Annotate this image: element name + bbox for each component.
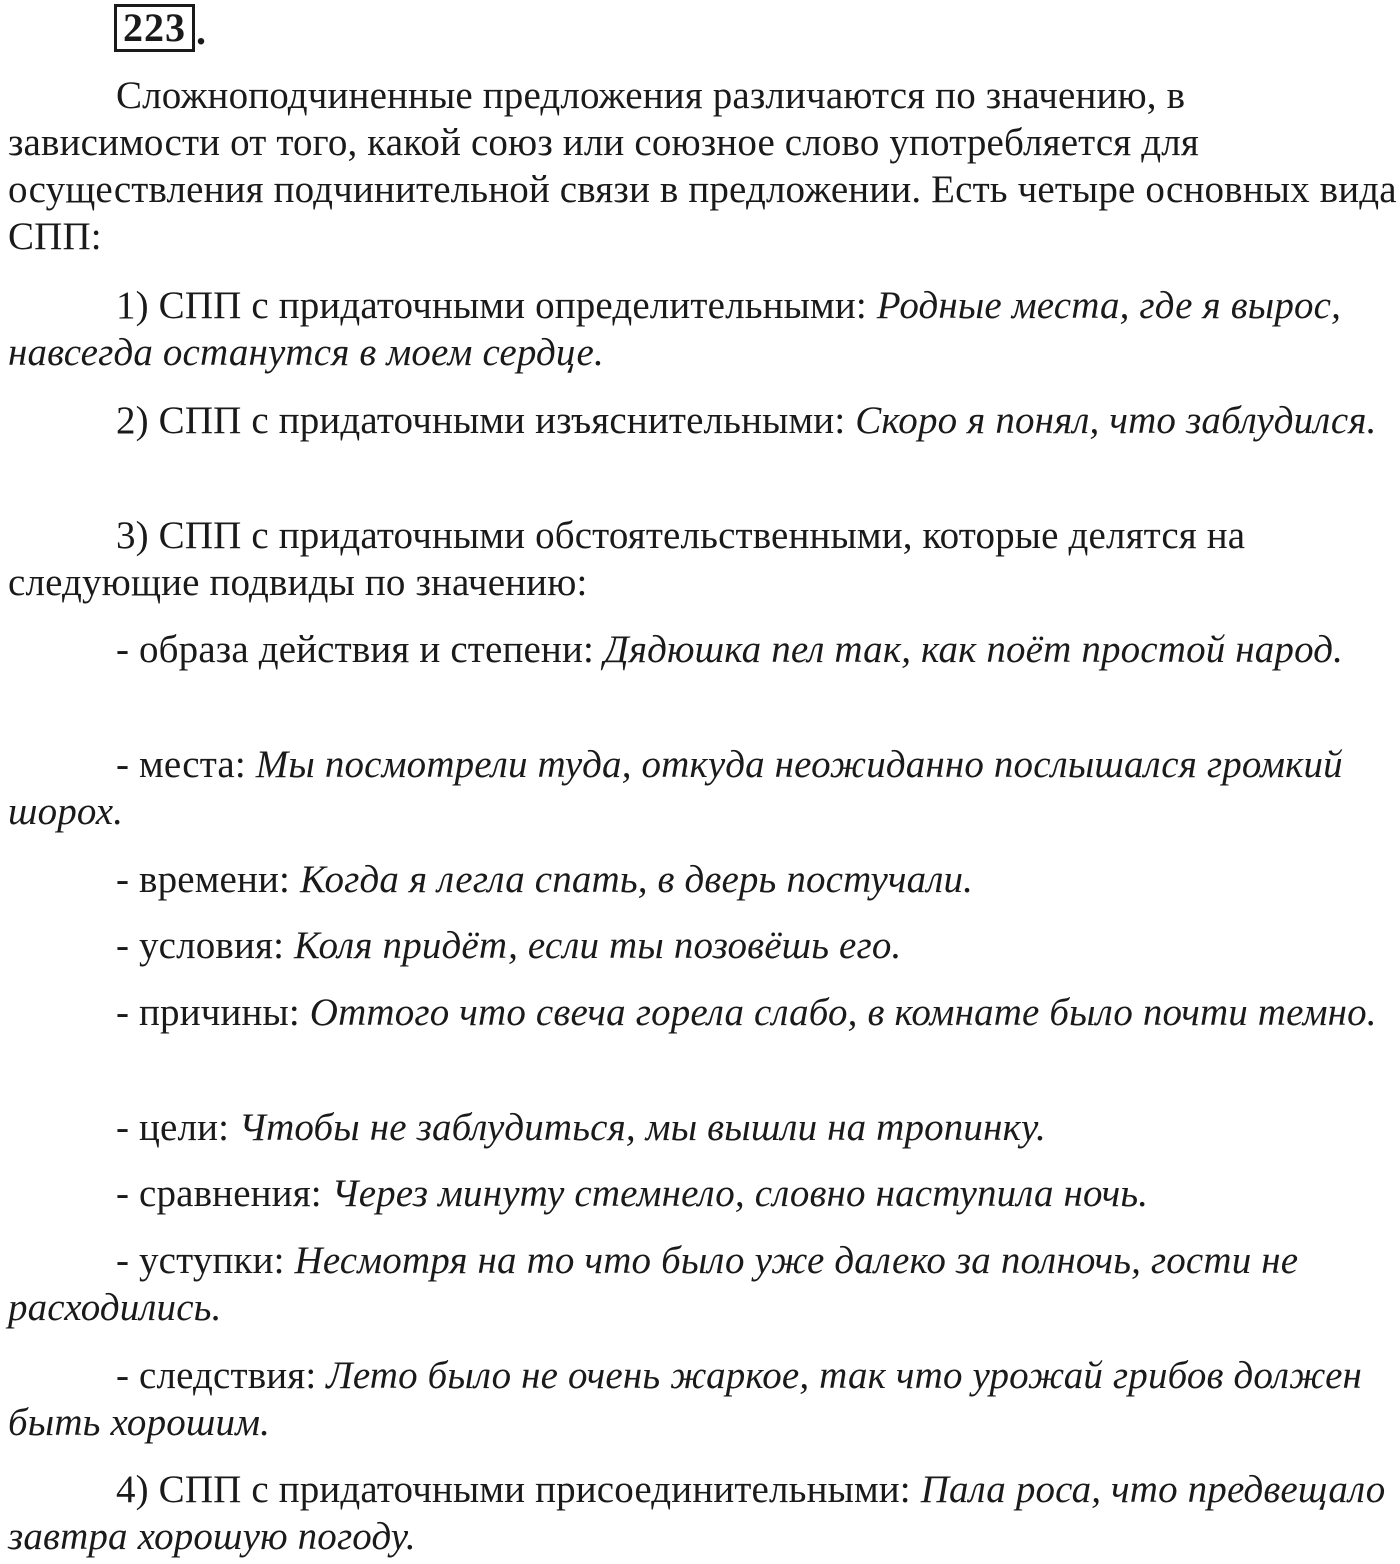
- subitem-purpose: [8, 1104, 1398, 1151]
- subitem-place: [8, 741, 1398, 835]
- item-attributive: [8, 282, 1398, 376]
- item-example: Дядюшка пел так, как поёт простой народ.: [603, 628, 1343, 671]
- item-example: Коля придёт, если ты позовёшь его.: [293, 924, 902, 967]
- item-label: - места:: [116, 743, 256, 786]
- subitem-cause: [8, 989, 1398, 1036]
- subitem-consequence: [8, 1352, 1398, 1446]
- item-example: Лето было не очень жаркое, так что урожай грибов должен быть хорошим.: [8, 1354, 1363, 1444]
- item-example: Родные места, где я вырос, навсегда останутся в моем сердце.: [8, 284, 1341, 374]
- item-label: - цели:: [116, 1106, 240, 1149]
- item-example: Когда я легла спать, в дверь постучали.: [299, 858, 974, 901]
- subitem-condition: [8, 922, 1398, 969]
- item-adverbial: [8, 512, 1398, 606]
- subitem-time: [8, 856, 1398, 903]
- exercise-number-dot: .: [196, 8, 207, 53]
- item-label: 1) СПП с придаточными определительными:: [116, 284, 877, 327]
- item-label: - уступки:: [116, 1239, 295, 1282]
- item-example: Скоро я понял, что заблудился.: [855, 399, 1377, 442]
- subitem-comparison: [8, 1170, 1398, 1217]
- item-example: Пала роса, что предвещало завтра хорошую погоду.: [8, 1468, 1386, 1558]
- intro-paragraph: Сложноподчиненные предложения различаются по значению, в зависимости от того, какой союз или союзное слово употребляется для осуществления подчинительной связи в предложении. Есть четыре основных вида СПП:: [8, 74, 1397, 258]
- item-example: Несмотря на то что было уже далеко за полночь, гости не расходились.: [8, 1239, 1299, 1329]
- exercise-number: [114, 2, 206, 52]
- item-label: 2) СПП с придаточными изъяснительными:: [116, 399, 856, 442]
- subitem-manner: [8, 626, 1398, 673]
- item-label: - причины:: [116, 991, 310, 1034]
- item-example: Мы посмотрели туда, откуда неожиданно послышался громкий шорох.: [8, 743, 1343, 833]
- item-label: - условия:: [116, 924, 294, 967]
- item-label: 3) СПП с придаточными обстоятельственными, которые делятся на следующие подвиды по значению:: [8, 514, 1246, 604]
- item-label: - времени:: [116, 858, 300, 901]
- item-explanatory: [8, 397, 1398, 444]
- item-example: Оттого что свеча горела слабо, в комнате было почти темно.: [309, 991, 1377, 1034]
- item-label: - сравнения:: [116, 1172, 332, 1215]
- item-example: Через минуту стемнело, словно наступила ночь.: [331, 1172, 1149, 1215]
- exercise-number-box: 223: [114, 4, 195, 52]
- item-label: - следствия:: [116, 1354, 327, 1397]
- item-label: - образа действия и степени:: [116, 628, 604, 671]
- item-label: 4) СПП с придаточными присоединительными:: [116, 1468, 921, 1511]
- item-connective: [8, 1466, 1398, 1560]
- subitem-concession: [8, 1237, 1398, 1331]
- item-example: Чтобы не заблудиться, мы вышли на тропинку.: [239, 1106, 1046, 1149]
